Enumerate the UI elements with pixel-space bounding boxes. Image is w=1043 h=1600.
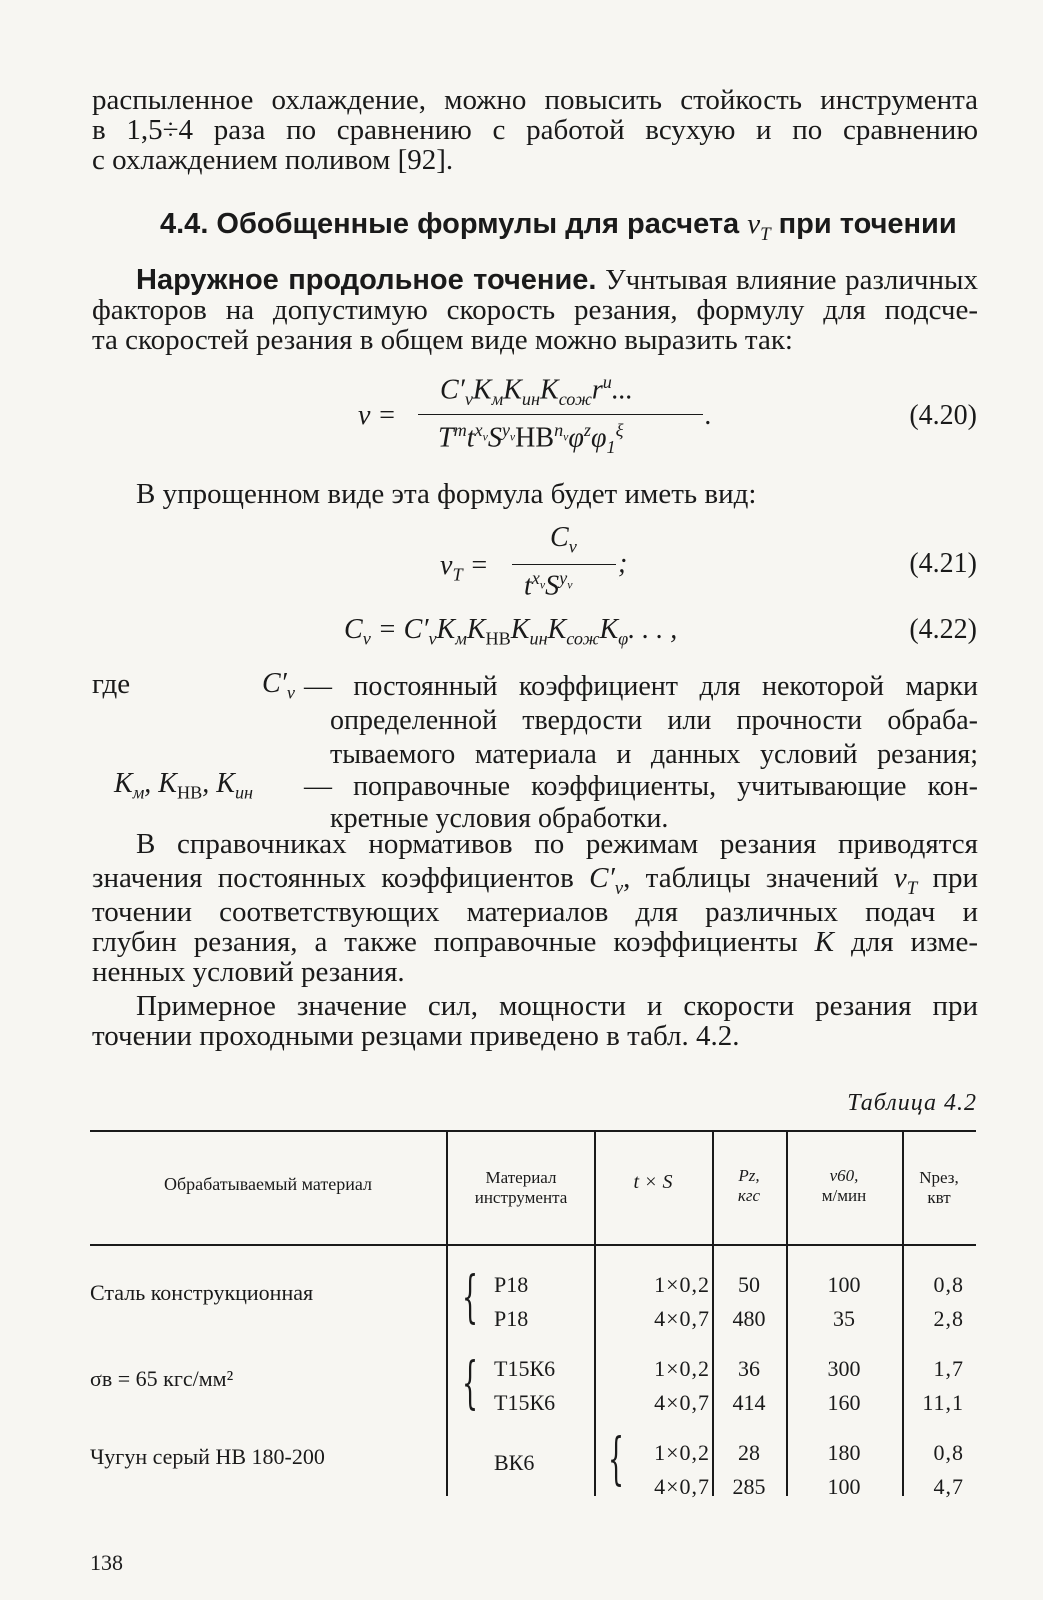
pz-cell: 28 (738, 1440, 760, 1465)
v-cell: 35 (833, 1306, 855, 1331)
txs-cell: 1×0,2 (654, 1356, 710, 1381)
simplified-intro: В упрощенном виде эта формула будет иметь вид: (136, 478, 757, 510)
equation-number: (4.22) (909, 614, 977, 645)
v-cell: 300 (827, 1356, 861, 1381)
def-line: — постоянный коэффициент для некоторой марки (304, 671, 978, 702)
where-label: где (92, 668, 131, 700)
pz-cell: 480 (732, 1306, 766, 1331)
v-cell: 100 (827, 1272, 861, 1297)
header-tool: Материал инструмента (474, 1168, 568, 1207)
n-cell: 11,1 (922, 1390, 964, 1415)
material-name: Сталь конструкционная (90, 1280, 314, 1305)
page-number: 138 (90, 1550, 123, 1575)
text-line: значения постоянных коэффициентов $C'_v$, таблицы значений $v_T$ при (92, 862, 978, 899)
tool-cell: Р18 (494, 1272, 529, 1297)
brace: { (462, 1351, 479, 1416)
text-line: Примерное значение сил, мощности и скорости резания при (136, 990, 978, 1022)
fraction-bar (512, 564, 616, 565)
table-caption: Таблица 4.2 (847, 1090, 977, 1116)
def-symbol: $C'_v$ (262, 668, 295, 703)
v-cell: 100 (827, 1474, 861, 1499)
header-material: Обрабатываемый материал (163, 1174, 373, 1194)
text-line: глубин резания, а также поправочные коэффициенты K для изме- (92, 926, 978, 958)
material-name: σв = 65 кгс/мм² (90, 1366, 234, 1391)
def-line: — поправочные коэффициенты, учитывающие кон- (304, 771, 978, 802)
text-line: В справочниках нормативов по режимам резания приводятся (136, 828, 978, 860)
tool-cell: Т15К6 (494, 1356, 556, 1381)
txs-cell: 4×0,7 (654, 1474, 710, 1499)
runin-heading: Наружное продольное точение. (136, 264, 597, 296)
text-line: точении проходными резцами приведено в табл. 4.2. (92, 1020, 740, 1052)
column-divider (446, 1130, 448, 1496)
tool-cell: Р18 (494, 1306, 529, 1331)
heading-var: v (747, 208, 761, 240)
heading-text: 4.4. Обобщенные формулы для расчета (160, 208, 740, 240)
text-line: та скоростей резания в общем виде можно выразить так: (92, 324, 793, 356)
pz-cell: 36 (738, 1356, 760, 1381)
eq-numerator: $C'_vK_мK_{ин}K_{сож}r^u$... (440, 372, 633, 409)
header-pz: Pz, кгс (737, 1166, 761, 1205)
txs-cell: 4×0,7 (654, 1390, 710, 1415)
tool-cell: ВК6 (494, 1450, 535, 1475)
n-cell: 4,7 (933, 1474, 964, 1499)
txs-cell: 1×0,2 (654, 1272, 710, 1297)
v-cell: 160 (827, 1390, 861, 1415)
header-txs: t × S (633, 1171, 673, 1193)
text-line (136, 264, 978, 297)
eq-expression: $C_v = C'_vK_мK_{HB}K_{ин}K_{сож}K_\varphi$. . . , (344, 614, 678, 649)
runin-rest: Учнтывая влияние различных (605, 264, 978, 296)
def-symbol: $K_м$, $K_{HB}$, $K_{ин}$ (114, 768, 254, 803)
txs-cell: 1×0,2 (654, 1440, 710, 1465)
equation-number: (4.20) (909, 400, 977, 431)
text-line: с охлаждением поливом [92]. (92, 144, 454, 176)
n-cell: 0,8 (933, 1440, 964, 1465)
eq-lhs: v = (358, 400, 397, 431)
heading-end: при точении (778, 208, 957, 240)
header-v60: v60, м/мин (821, 1166, 867, 1205)
pz-cell: 414 (732, 1390, 766, 1415)
heading-sub: T (760, 223, 771, 245)
header-n: Nрез, квт (919, 1168, 959, 1207)
text-line: точении соответствующих материалов для различных подач и (92, 896, 978, 928)
fraction-bar (418, 414, 703, 415)
eq-lhs: $v_T$ = (440, 550, 489, 585)
def-line: тываемого материала и данных условий резания; (330, 739, 978, 770)
brace: { (608, 1427, 625, 1492)
material-name: Чугун серый НВ 180-200 (90, 1444, 325, 1469)
n-cell: 0,8 (933, 1272, 964, 1297)
def-line: определенной твердости или прочности обраба- (330, 705, 978, 736)
text-line: факторов на допустимую скорость резания, формулу для подсче- (92, 294, 978, 326)
table-header-rule (90, 1244, 976, 1246)
v-cell: 180 (827, 1440, 861, 1465)
def-line: кретные условия обработки. (330, 803, 669, 834)
eq-denominator: $T^mt^{x_v}S^{y_v}HB^{n_v}\varphi^z\varphi_1^\xi$ (438, 420, 624, 457)
text-line: ненных условий резания. (92, 956, 405, 988)
data-table (90, 1130, 976, 1500)
n-cell: 2,8 (933, 1306, 964, 1331)
eq-denominator: $t^{x_v}S^{y_v}$ (524, 568, 573, 602)
text-line: в 1,5÷4 раза по сравнению с работой всухую и по сравнению (92, 114, 978, 146)
pz-cell: 285 (732, 1474, 766, 1499)
pz-cell: 50 (738, 1272, 760, 1297)
txs-cell: 4×0,7 (654, 1306, 710, 1331)
equation-number: (4.21) (909, 548, 977, 579)
eq-numerator: $C_v$ (550, 522, 577, 557)
text-line: распыленное охлаждение, можно повысить стойкость инструмента (92, 84, 978, 116)
table-top-rule (90, 1130, 976, 1132)
n-cell: 1,7 (933, 1356, 964, 1381)
section-heading (160, 208, 957, 246)
brace: { (462, 1265, 479, 1330)
tool-cell: Т15К6 (494, 1390, 556, 1415)
